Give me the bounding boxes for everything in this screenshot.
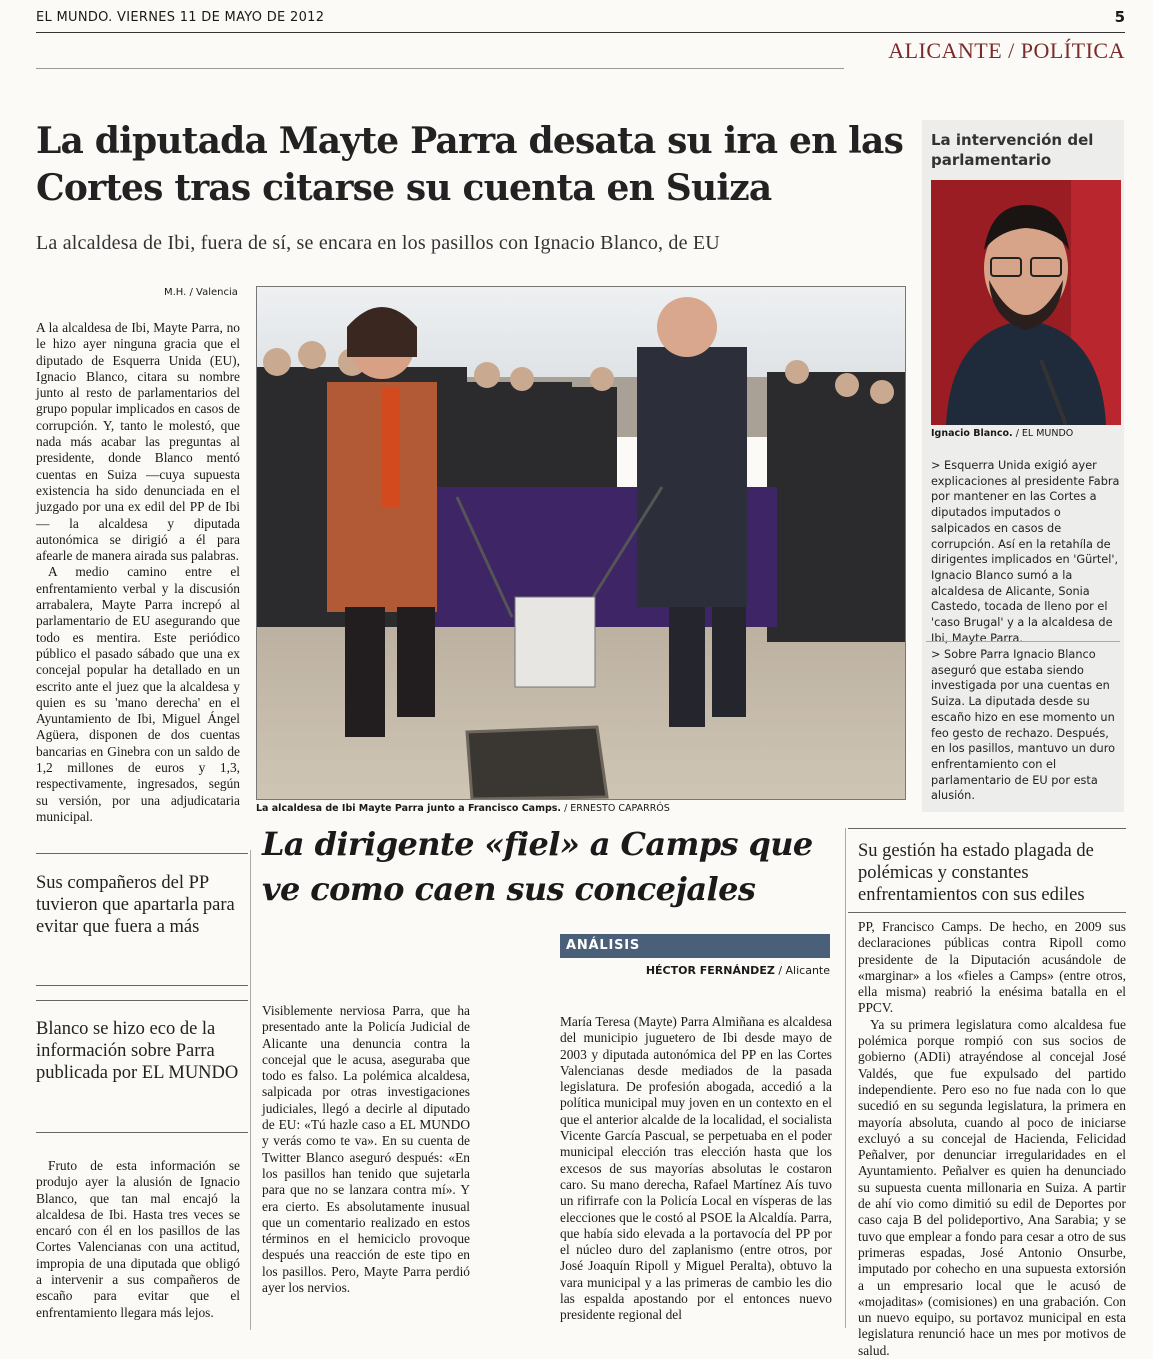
pullquote-rule	[36, 1000, 248, 1001]
analysis-headline: La dirigente «fiel» a Camps que ve como caen sus concejales	[262, 825, 813, 908]
analysis-tag: ANÁLISIS	[560, 934, 830, 958]
analysis-column-1	[560, 1014, 832, 1324]
paragraph: Visiblemente nerviosa Parra, que ha presentado ante la Policía Judicial de Alicante una denuncia contra la concejal que le acusa, aseguraba que todo es falso. La polémica alcaldesa, salpicada por otras investigaciones judiciales, llegó a decirle al diputado de EU: «Tú hazle caso a EL MUNDO y verás como te va». En su cuenta de Twitter Blanco aseguró después: «En los pasillos han tenido que sujetarla para que no se lanzara contra mí». Y era cierto. Es absolutamente inusual que un comentario realizado en estos términos en el hemiciclo provoque después una reacción de este tipo en los pasillos. Pero, Mayte Parra perdió ayer los nervios.	[262, 1003, 470, 1296]
header-rule	[36, 32, 1125, 33]
pullquote-rule	[36, 853, 248, 854]
analysis-author	[560, 964, 830, 977]
pullquote-rule	[848, 828, 1126, 829]
analysis-column-2	[858, 919, 1126, 1359]
sidebar-paragraph-2: > Sobre Parra Ignacio Blanco aseguró que estaba siendo investigada por una cuentas en Suiza. La diputada desde su escaño hizo en ese momento un feo gesto de rechazo. Después, en los pasillos, mantuvo un duro enfrentamiento con el parlamentario de EU por esta alusión.	[931, 648, 1116, 803]
sidebar-title: La intervención del parlamentario	[931, 131, 1094, 169]
pullquote-2: Blanco se hizo eco de la información sobre Parra publicada por EL MUNDO	[36, 1019, 239, 1083]
portrait-illustration	[931, 180, 1121, 425]
article-column-1	[36, 320, 240, 825]
photo-caption	[256, 803, 904, 814]
sidebar-photo-caption	[931, 428, 1073, 439]
sidebar-divider	[926, 641, 1120, 642]
article-column-left-bottom	[36, 1158, 240, 1321]
paragraph: A medio camino entre el enfrentamiento verbal y la discusión arrabalera, Mayte Parra increpó al parlamentario de EU asegurando que todo es mentira. Este periódico público el pasado sábado que una ex concejal popular ha detallado en un escrito ante el juez que la alcaldesa y quien es su 'mano derecha' en el Ayuntamiento de Ibi, Miguel Ángel Agüera, disponen de dos cuentas bancarias en Ginebra con un saldo de 1,2 millones de euros y 1,3, respectivamente, ingresados, según su versión, por una adjudicataria municipal.	[36, 564, 240, 824]
main-photo	[256, 286, 906, 800]
article-byline: M.H. / Valencia	[164, 287, 238, 298]
paragraph: Fruto de esta información se produjo ayer la alusión de Ignacio Blanco, que tan mal encajó la alcaldesa de Ibi. Hasta tres veces se encaró con él en los pasillos de las Cortes Valencianas con una actitud, impropia de una diputada que obligó a intervenir a sus compañeros de escaño para evitar que el enfrentamiento llegara más lejos.	[36, 1158, 240, 1320]
pullquote-rule	[36, 985, 248, 986]
sidebar-caption-text: Ignacio Blanco.	[931, 428, 1013, 439]
paragraph: María Teresa (Mayte) Parra Almiñana es alcaldesa del municipio juguetero de Ibi desde mayo de 2003 y diputada autonómica del PP en las Cortes Valencianas desde mediados de la pasada legislatura. De profesión abogada, accedió a la política municipal muy joven en un contexto en el que el anterior alcalde de la localidad, el socialista Vicente García Pascual, se perpetuaba en el poder municipal elección tras elección hasta que los excesos de sus mayorías absolutas le costaron caro. Su mano derecha, Rafael Martínez Aís tuvo un rifirrafe con la Policía Local en vísperas de las elecciones que le costó al PSOE la Alcaldía. Parra, que había sido elevada a la portavocía del PP por el núcleo duro del zaplanismo (entre otros, por José Joaquín Ripoll y Miguel Peralta), obtuvo la vara municipal y a las primeras de cambio les dio las espalda apostando por el entonces nuevo presidente regional del	[560, 1014, 832, 1323]
column-divider	[845, 828, 846, 1328]
pullquote-rule	[36, 1132, 248, 1133]
page-number: 5	[1114, 8, 1125, 26]
section-rule	[36, 68, 844, 69]
sidebar-photo	[931, 180, 1121, 425]
photo-credit: / ERNESTO CAPARRÓS	[564, 803, 670, 814]
pullquote-rule	[848, 912, 1126, 913]
analysis-location: / Alicante	[778, 964, 830, 977]
article-headline: La diputada Mayte Parra desata su ira en las Cortes tras citarse su cuenta en Suiza	[36, 120, 904, 209]
article-subhead: La alcaldesa de Ibi, fuera de sí, se encara en los pasillos con Ignacio Blanco, de EU	[36, 232, 720, 254]
paragraph: PP, Francisco Camps. De hecho, en 2009 sus declaraciones públicas contra Ripoll como presidente de la Diputación acusándole de «marginar» a los «fieles a Camps» (entre otros, ella misma) reabrió la enésima batalla en el PPCV.	[858, 919, 1126, 1016]
ceremony-photo-illustration	[257, 287, 905, 799]
paragraph: Ya su primera legislatura como alcaldesa fue polémica porque rompió con sus socios de gobierno (ADIi) atrayéndose al concejal José Valdés, que fue expulsado del partido independiente. Pero eso no fue nada con lo que sucedió en su segunda legislatura, la primera en mayoría absoluta, cuando al poco de iniciarse excluyó a su concejal de Hacienda, Felicidad Peñalver, por denunciar irregularidades en el Ayuntamiento. Peñalver es quien ha denunciado su supuesta cuenta millonaria en Suiza. A partir de ahí vio como dimitió su edil de Deportes por caso caja B del polideportivo, Ana Sarabia; y se tuvo que emplear a fondo para cesar a otro de sus primeras espadas, José Antonio Onsurbe, imputado por cohecho en una supuesta extorsión a un empresario local que le acusó de «mojaditas» (comisiones) en una grabación. Con un nuevo equipo, su portavoz municipal en esta legislatura renunció hace un mes por motivos de salud.	[858, 1016, 1126, 1358]
column-divider	[250, 850, 251, 1330]
analysis-author-name: HÉCTOR FERNÁNDEZ	[645, 964, 775, 977]
sidebar-paragraph-1: > Esquerra Unida exigió ayer explicaciones al presidente Fabra por mantener en las Cortes a diputados imputados o salpicados en casos de corrupción. Así en la retahíla de dirigentes implicados en 'Gürtel', Ignacio Blanco sumó a la alcaldesa de Alicante, Sonia Castedo, tocada de lleno por el 'caso Brugal' y a la alcaldesa de Ibi, Mayte Parra.	[931, 459, 1120, 645]
paragraph: A la alcaldesa de Ibi, Mayte Parra, no le hizo ayer ninguna gracia que el diputado de Esquerra Unida (EU), Ignacio Blanco, citara su nombre junto al resto de parlamentarios del grupo popular implicados en casos de corrupción. Y, tanto le molestó, que nada más acabar las preguntas al presidente, donde Blanco mentó cuentas en Suiza —cuya supuesta existencia ha sido denunciada en el juzgado por una ex edil del PP de Ibi— la alcaldesa y diputada autonómica se dirigió a él para afearle de manera airada sus palabras.	[36, 320, 240, 564]
pullquote-3: Su gestión ha estado plagada de polémicas y constantes enfrentamientos con sus ediles	[858, 841, 1094, 905]
article-column-mid	[262, 1003, 470, 1296]
section-title: ALICANTE / POLÍTICA	[888, 38, 1125, 63]
newspaper-dateline: EL MUNDO. VIERNES 11 DE MAYO DE 2012	[36, 10, 325, 25]
sidebar-photo-credit: / EL MUNDO	[1015, 428, 1074, 439]
photo-caption-text: La alcaldesa de Ibi Mayte Parra junto a Francisco Camps.	[256, 803, 562, 814]
pullquote-1: Sus compañeros del PP tuvieron que apartarla para evitar que fuera a más	[36, 873, 235, 937]
